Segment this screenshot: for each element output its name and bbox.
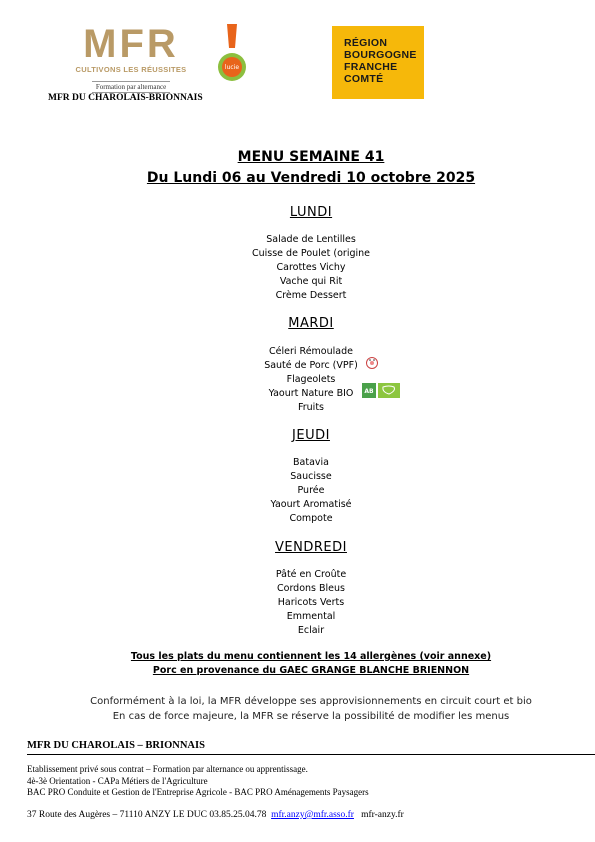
menu-item: Saucisse xyxy=(290,471,332,482)
menu-item: Céleri Rémoulade xyxy=(269,346,353,357)
menu-item: Cuisse de Poulet (origine xyxy=(251,248,370,259)
region-line: RÉGION xyxy=(344,37,388,49)
pig-icon xyxy=(365,356,379,370)
day-items-lundi xyxy=(0,233,595,303)
footer-website[interactable]: mfr-anzy.fr xyxy=(361,810,404,820)
menu-item: Haricots Verts xyxy=(277,597,345,608)
footer-info-line: BAC PRO Conduite et Gestion de l'Entreprise Agricole - BAC PRO Aménagements Paysagers xyxy=(27,787,369,797)
menu-item: Eclair xyxy=(297,625,325,636)
footer-email-link[interactable]: mfr.anzy@mfr.asso.fr xyxy=(271,810,354,820)
footer-info-line: Etablissement privé sous contrat – Formation par alternance ou apprentissage. xyxy=(27,764,308,774)
menu-item: Fruits xyxy=(297,402,324,413)
lucie-badge-text: lucie xyxy=(224,64,240,71)
legal-line-1: Conformément à la loi, la MFR développe ses approvisionnements en circuit court et bio xyxy=(90,696,532,707)
menu-item: Compote xyxy=(289,513,333,524)
menu-item: Batavia xyxy=(293,457,329,468)
day-items-mardi xyxy=(0,345,595,415)
menu-item: Yaourt Nature BIO xyxy=(268,388,354,399)
footer-address-line xyxy=(27,810,404,820)
mfr-logo-subtitle: Formation par alternance xyxy=(92,81,170,93)
day-heading-mardi: MARDI xyxy=(288,316,334,331)
menu-title: MENU SEMAINE 41 xyxy=(237,149,385,165)
footer-divider xyxy=(27,754,595,755)
school-name: MFR DU CHAROLAIS-BRIONNAIS xyxy=(48,93,203,103)
day-heading-lundi: LUNDI xyxy=(289,205,333,220)
menu-item: Flageolets xyxy=(286,374,336,385)
region-line: FRANCHE xyxy=(344,61,398,73)
footer-school-name: MFR DU CHAROLAIS – BRIONNAIS xyxy=(27,740,205,751)
mfr-logo xyxy=(63,24,199,90)
region-line: BOURGOGNE xyxy=(344,49,417,61)
footer-address: 37 Route des Augères – 71110 ANZY LE DUC 03.85.25.04.78 xyxy=(27,810,267,820)
footer-info-line: 4è-3è Orientation - CAPa Métiers de l'Agriculture xyxy=(27,775,208,786)
allergen-notice: Tous les plats du menu contiennent les 14 allergènes (voir annexe) xyxy=(130,651,492,662)
day-heading-jeudi: JEUDI xyxy=(292,428,330,443)
menu-item: Vache qui Rit xyxy=(279,276,343,287)
bio-label-icon xyxy=(362,383,400,398)
menu-item: Yaourt Aromatisé xyxy=(270,499,352,510)
mfr-logo-letters: MFR xyxy=(83,22,179,66)
day-items-vendredi xyxy=(0,568,595,638)
mfr-logo-tagline: CULTIVONS LES RÉUSSITES xyxy=(75,65,187,74)
svg-text:AB: AB xyxy=(364,388,374,395)
menu-item: Emmental xyxy=(286,611,336,622)
day-items-jeudi xyxy=(0,456,595,526)
day-heading-vendredi: VENDREDI xyxy=(275,540,347,555)
menu-item: Pâté en Croûte xyxy=(275,569,347,580)
menu-item: Crème Dessert xyxy=(275,290,347,301)
menu-item: Salade de Lentilles xyxy=(266,234,356,245)
pork-origin-notice: Porc en provenance du GAEC GRANGE BLANCHE BRIENNON xyxy=(152,665,470,676)
menu-dates: Du Lundi 06 au Vendredi 10 octobre 2025 xyxy=(146,170,476,186)
menu-item: Carottes Vichy xyxy=(276,262,346,273)
footer-info xyxy=(27,764,369,799)
menu-item: Sauté de Porc (VPF) xyxy=(264,360,358,371)
menu-item: Cordons Bleus xyxy=(277,583,345,594)
lucie-label-icon xyxy=(216,22,248,82)
region-line: COMTÉ xyxy=(344,73,384,85)
region-logo-text xyxy=(344,37,417,85)
menu-item: Purée xyxy=(297,485,325,496)
legal-line-2: En cas de force majeure, la MFR se réserve la possibilité de modifier les menus xyxy=(112,711,510,722)
